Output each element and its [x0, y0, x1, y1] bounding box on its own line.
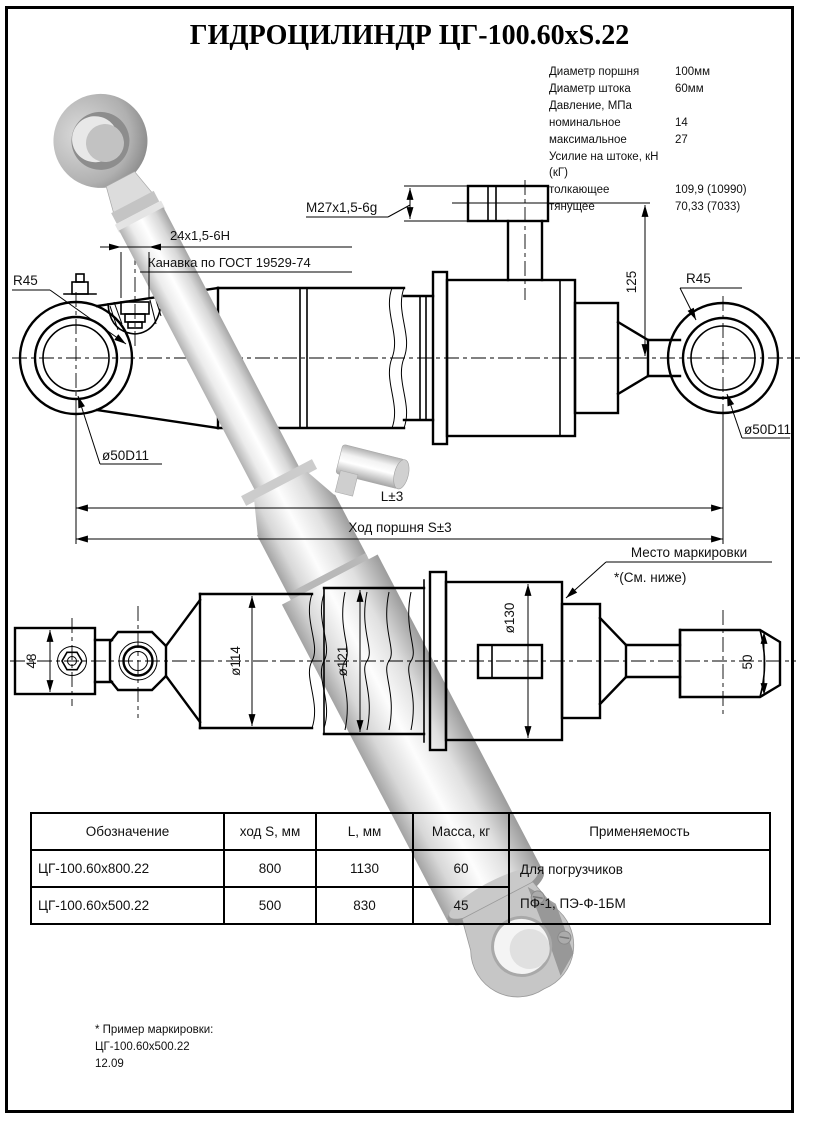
drawing-title: ГИДРОЦИЛИНДР ЦГ-100.60xS.22 [189, 20, 630, 51]
cell-stroke: 800 [224, 850, 316, 887]
grease-fitting [64, 274, 96, 294]
spec-value [675, 98, 787, 115]
dim-plate-width: 48 [24, 653, 39, 669]
spec-label: Усилие на штоке, кН (кГ) [549, 150, 659, 180]
spec-label: номинальное [549, 116, 621, 129]
dim-barrel-dia: ø114 [228, 646, 243, 676]
cell-length: 1130 [316, 850, 413, 887]
side-port [478, 645, 542, 678]
col-header-designation: Обозначение [31, 813, 224, 850]
marking-example-note [95, 1022, 213, 1073]
spec-value: 109,9 (10990) [675, 184, 747, 197]
table-header-row [31, 813, 770, 850]
cell-designation: ЦГ-100.60x500.22 [31, 887, 224, 924]
cell-application [509, 850, 770, 924]
spec-label: Давление, МПа [549, 99, 632, 112]
spec-row [549, 199, 787, 216]
cell-mass: 45 [413, 887, 509, 924]
spec-row [549, 64, 787, 81]
label-marking-place-2: *(См. ниже) [614, 570, 687, 585]
dim-thread-rod-end: M27x1,5-6g [306, 200, 378, 215]
spec-row [549, 182, 787, 199]
table-row [31, 850, 770, 887]
dim-eye-bore-right: ø50D11 [744, 422, 792, 437]
col-header-length: L, мм [316, 813, 413, 850]
application-line: ПФ-1, ПЭ-Ф-1БМ [520, 896, 626, 911]
head-block [447, 186, 575, 436]
spec-value: 27 [675, 133, 688, 146]
cell-mass: 60 [413, 850, 509, 887]
footnote-line: ЦГ-100.60x500.22 [95, 1041, 190, 1053]
label-marking-place-1: Место маркировки [630, 545, 748, 560]
col-header-application: Применяемость [509, 813, 770, 850]
spec-label: Диаметр поршня [549, 66, 640, 78]
dim-stroke: Ход поршня S±3 [348, 520, 452, 535]
cell-stroke: 500 [224, 887, 316, 924]
dim-groove-thread: 24x1,5-6Н [170, 228, 230, 243]
col-header-mass: Масса, кг [413, 813, 509, 850]
footnote-line: * Пример маркировки: [95, 1024, 214, 1036]
cell-length: 830 [316, 887, 413, 924]
footnote-line: 12.09 [95, 1058, 124, 1070]
dim-rod-end-width: 50 [740, 654, 755, 670]
cell-designation: ЦГ-100.60x800.22 [31, 850, 224, 887]
dim-head-dia: ø130 [502, 602, 517, 634]
spec-row [549, 132, 787, 149]
spec-label: максимальное [549, 133, 627, 146]
spec-label: тянущее [549, 201, 595, 214]
spec-value: 14 [675, 116, 688, 129]
spec-row [549, 98, 787, 115]
spec-value: 60мм [675, 82, 704, 95]
spec-block [549, 64, 787, 216]
spec-value [675, 149, 787, 183]
dim-groove-note: Канавка по ГОСТ 19529-74 [148, 255, 311, 270]
spec-label: толкающее [549, 184, 610, 197]
dim-eye-bore-left: ø50D11 [102, 448, 150, 463]
spec-value: 100мм [675, 66, 710, 78]
dim-eye-radius-right: R45 [686, 271, 711, 286]
dim-gland-dia: ø121 [335, 645, 350, 677]
application-line: Для погрузчиков [520, 862, 623, 877]
dim-eye-radius-left: R45 [13, 273, 38, 288]
spec-label: Диаметр штока [549, 82, 631, 95]
spec-row [549, 81, 787, 98]
spec-row [549, 115, 787, 132]
dim-port-height: 125 [624, 270, 639, 294]
col-header-stroke: ход S, мм [224, 813, 316, 850]
parameters-table [30, 812, 771, 925]
dim-length: L±3 [380, 489, 404, 504]
spec-value: 70,33 (7033) [675, 201, 741, 214]
spec-row [549, 149, 787, 183]
